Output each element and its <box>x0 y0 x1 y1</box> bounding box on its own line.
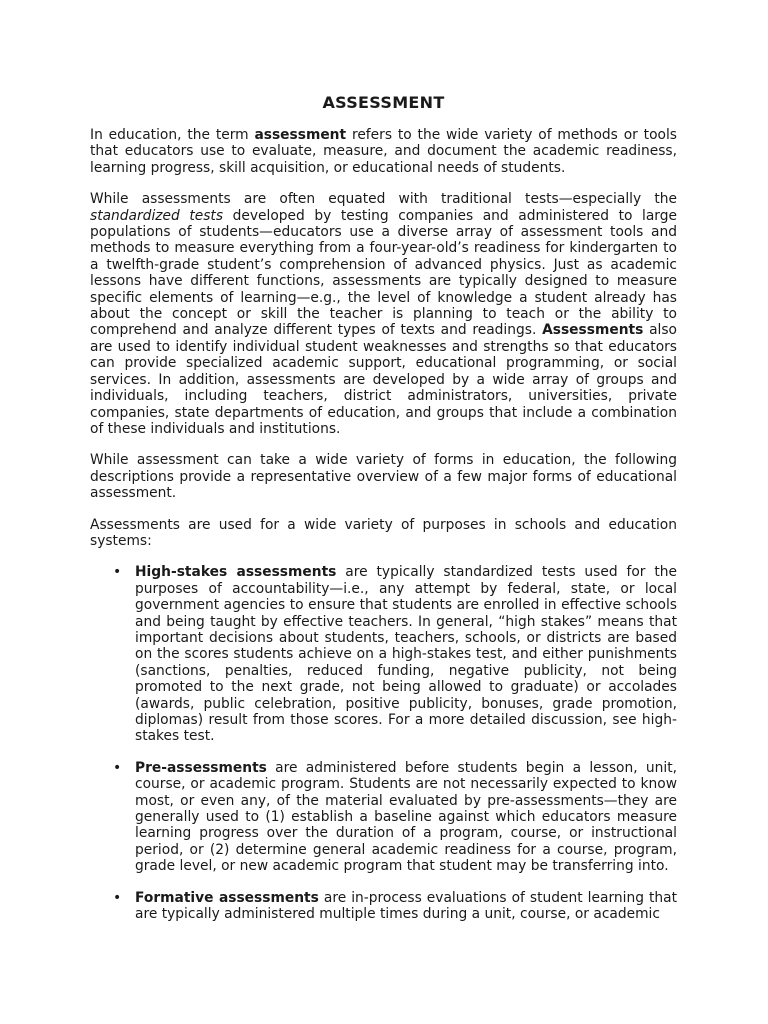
document-page <box>90 93 677 937</box>
list-item-text: are typically standardized tests used for the purposes of accountability—i.e., any attempt by federal, state, or local government agencies to ensure that students are enrolled in effective schools and being taught by effective teachers. In general, “high stakes” means that important decisions about students, teachers, schools, or districts are based on the scores students achieve on a high-stakes test, and either punishments (sanctions, penalties, reduced funding, negative publicity, not being promoted to the next grade, not being allowed to graduate) or accolades (awards, public celebration, positive publicity, bonuses, grade promotion, diplomas) result from those scores. For a more detailed discussion, see high-stakes test. <box>135 564 678 745</box>
assessment-types-list <box>90 564 677 922</box>
body-paragraph-4: Assessments are used for a wide variety of purposes in schools and education systems: <box>90 516 677 549</box>
bullet-icon: • <box>113 759 122 776</box>
list-item <box>90 760 677 875</box>
list-item <box>90 890 677 923</box>
text-run: In education, the term <box>90 127 255 143</box>
intro-paragraph <box>90 127 677 176</box>
italic-term: standardized tests <box>90 207 224 224</box>
page-title: ASSESSMENT <box>322 93 445 112</box>
text-run: also are used to identify individual student weaknesses and strengths so that educators can provide specialized academic support, educational programming, or social services. In addition, assessments are developed by a wide array of groups and individuals, including teachers, district administrators, universities, private companies, state departments of education, and groups that include a combination of these individuals and institutions. <box>90 322 677 437</box>
text-run: refers to the wide variety of methods or tools that educators use to evaluate, measure, and document the academic readiness, learning progress, skill acquisition, or educational needs of students. <box>90 127 677 176</box>
list-item-term: High-stakes assessments <box>135 564 337 581</box>
list-item-text: are in-process evaluations of student learning that are typically administered multiple times during a unit, course, or academic <box>135 889 678 923</box>
body-paragraph-2 <box>90 191 677 437</box>
list-item-text: are administered before students begin a lesson, unit, course, or academic program. Students are not necessarily expected to know most, or even any, of the material evaluated by pre-assessments—they are generally used to (1) establish a baseline against which educators measure learning progress over the duration of a program, course, or instructional period, or (2) determine general academic readiness for a course, program, grade level, or new academic program that student may be transferring into. <box>135 759 677 875</box>
bold-term: assessment <box>254 127 347 143</box>
bullet-icon: • <box>113 564 122 581</box>
bullet-icon: • <box>113 889 122 906</box>
text-run: developed by testing companies and administered to large populations of students—educators use a diverse array of assessment tools and methods to measure everything from a four-year-old’s readiness for kindergarten to a twelfth-grade student’s comprehension of advanced physics. Just as academic lessons have different functions, assessments are typically designed to measure specific elements of learning—e.g., the level of knowledge a student already has about the concept or skill the teacher is planning to teach or the ability to comprehend and analyze different types of texts and readings. <box>90 207 677 339</box>
list-item <box>90 564 677 744</box>
bold-term: Assessments <box>542 322 644 339</box>
list-item-term: Formative assessments <box>135 889 319 906</box>
body-paragraph-3: While assessment can take a wide variety of forms in education, the following descriptions provide a representative overview of a few major forms of educational assessment. <box>90 452 677 502</box>
text-run: While assessments are often equated with traditional tests—especially the <box>90 191 677 208</box>
list-item-term: Pre-assessments <box>135 759 267 776</box>
